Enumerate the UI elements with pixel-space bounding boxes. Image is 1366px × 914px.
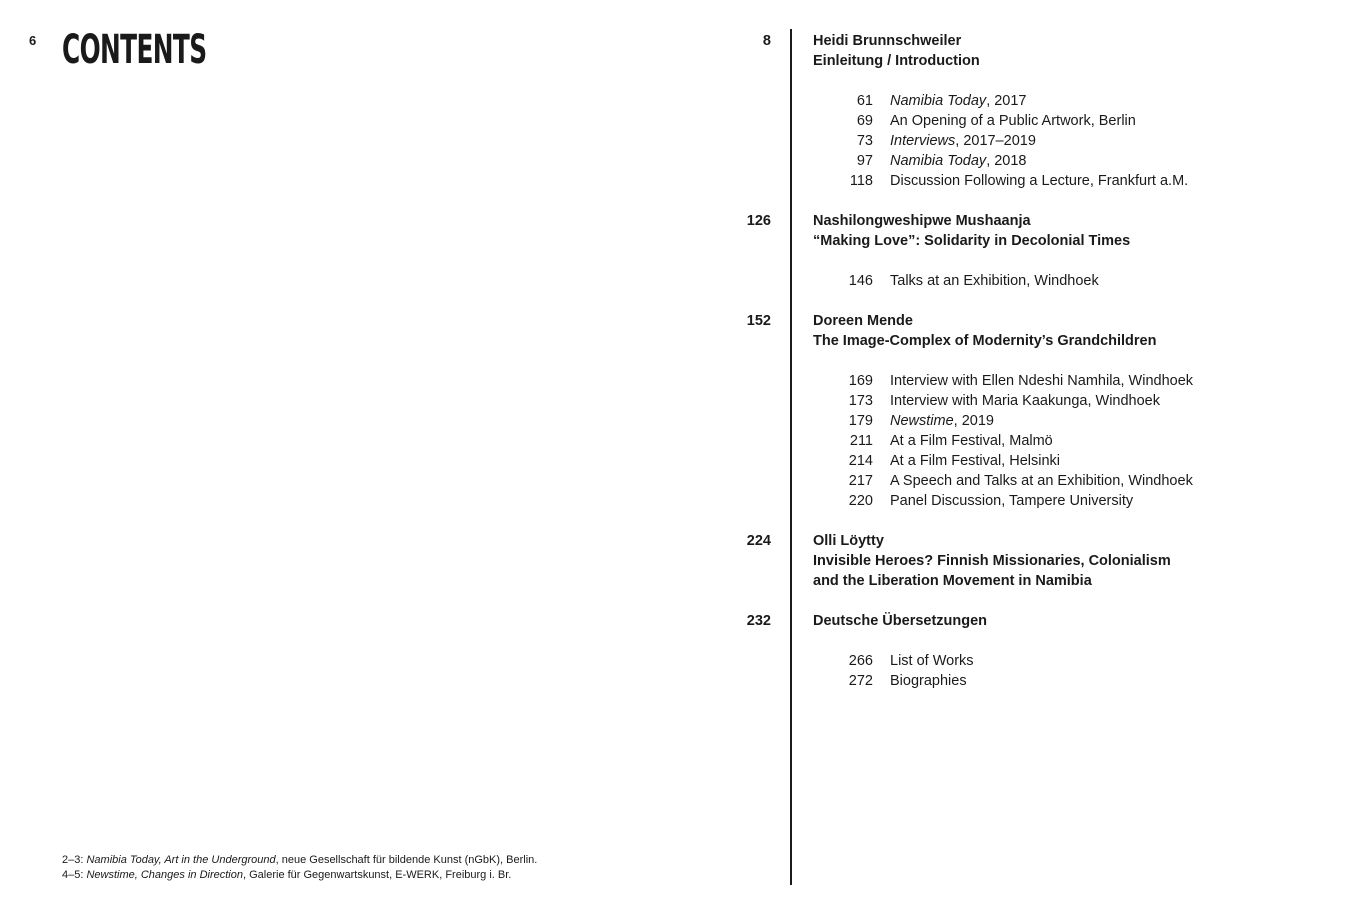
subitem-title: At a Film Festival, Malmö xyxy=(890,433,1053,449)
page-title: CONTENTS xyxy=(62,27,207,73)
section-title: The Image-Complex of Modernity’s Grandchildren xyxy=(813,333,1157,349)
section-title: Einleitung / Introduction xyxy=(813,53,980,69)
toc-subitem[interactable] xyxy=(0,271,1366,291)
subitem-page-number: 97 xyxy=(856,153,873,169)
subitem-title: Discussion Following a Lecture, Frankfurt a.M. xyxy=(890,173,1189,189)
toc-subitem[interactable] xyxy=(0,171,1366,191)
toc-subitems xyxy=(0,271,1366,291)
toc-subitem[interactable] xyxy=(0,131,1366,151)
toc-subitem[interactable] xyxy=(0,671,1366,691)
toc-subitem[interactable] xyxy=(0,471,1366,491)
toc-subitems xyxy=(0,651,1366,691)
subitem-title: A Speech and Talks at an Exhibition, Windhoek xyxy=(890,473,1193,489)
subitem-page-number: 169 xyxy=(848,373,873,389)
subitem-page-number: 146 xyxy=(848,273,873,289)
section-author: Heidi Brunnschweiler xyxy=(813,33,962,49)
subitem-title: List of Works xyxy=(890,653,974,669)
page-number: 6 xyxy=(29,33,37,48)
section-page-number: 224 xyxy=(746,533,771,549)
subitem-page-number: 211 xyxy=(849,433,873,449)
subitem-title: Newstime, 2019 xyxy=(890,413,994,429)
section-title: “Making Love”: Solidarity in Decolonial Times xyxy=(813,233,1131,249)
image-captions xyxy=(62,853,537,883)
toc-subitem[interactable] xyxy=(0,491,1366,511)
toc-subitem[interactable] xyxy=(0,451,1366,471)
toc-section-header[interactable] xyxy=(0,31,1366,71)
toc-subitems xyxy=(0,91,1366,191)
subitem-page-number: 272 xyxy=(848,673,873,689)
subitem-title: Namibia Today, 2017 xyxy=(890,93,1027,109)
subitem-title: An Opening of a Public Artwork, Berlin xyxy=(890,113,1136,129)
subitem-title: Interview with Maria Kaakunga, Windhoek xyxy=(890,393,1160,409)
subitem-page-number: 220 xyxy=(848,493,873,509)
subitem-title: Interviews, 2017–2019 xyxy=(890,133,1036,149)
toc-subitem[interactable] xyxy=(0,91,1366,111)
toc-subitem[interactable] xyxy=(0,411,1366,431)
subitem-page-number: 179 xyxy=(848,413,873,429)
section-title: and the Liberation Movement in Namibia xyxy=(813,573,1092,589)
section-author: Doreen Mende xyxy=(813,313,913,329)
section-author: Olli Löytty xyxy=(813,533,884,549)
subitem-page-number: 173 xyxy=(848,393,873,409)
caption-line: 4–5: Newstime, Changes in Direction, Galerie für Gegenwartskunst, E-WERK, Freiburg i. Br. xyxy=(62,869,512,881)
toc-subitems xyxy=(0,371,1366,511)
subitem-page-number: 69 xyxy=(856,113,873,129)
section-page-number: 8 xyxy=(762,33,771,49)
subitem-title: Panel Discussion, Tampere University xyxy=(890,493,1134,509)
toc-section xyxy=(0,531,1366,591)
section-page-number: 152 xyxy=(746,313,771,329)
toc-section-header[interactable] xyxy=(0,611,1366,631)
toc-section-header[interactable] xyxy=(0,311,1366,351)
toc-subitem[interactable] xyxy=(0,391,1366,411)
subitem-title: Biographies xyxy=(890,673,967,689)
subitem-title: Talks at an Exhibition, Windhoek xyxy=(890,273,1099,289)
section-page-number: 126 xyxy=(746,213,771,229)
caption-line: 2–3: Namibia Today, Art in the Underground, neue Gesellschaft für bildende Kunst (nGbK), Berlin. xyxy=(62,854,538,866)
subitem-title: Interview with Ellen Ndeshi Namhila, Windhoek xyxy=(890,373,1194,389)
subitem-page-number: 73 xyxy=(856,133,873,149)
toc-subitem[interactable] xyxy=(0,111,1366,131)
section-page-number: 232 xyxy=(746,613,771,629)
toc-subitem[interactable] xyxy=(0,651,1366,671)
toc-section xyxy=(0,31,1366,191)
section-author: Nashilongweshipwe Mushaanja xyxy=(813,213,1031,229)
toc-section xyxy=(0,211,1366,291)
table-of-contents xyxy=(0,31,1366,711)
toc-subitem[interactable] xyxy=(0,151,1366,171)
section-title: Invisible Heroes? Finnish Missionaries, Colonialism xyxy=(813,553,1171,569)
subitem-page-number: 118 xyxy=(849,173,873,189)
subitem-page-number: 217 xyxy=(848,473,873,489)
section-title: Deutsche Übersetzungen xyxy=(813,613,988,629)
toc-section xyxy=(0,611,1366,691)
subitem-page-number: 266 xyxy=(848,653,873,669)
toc-section-header[interactable] xyxy=(0,531,1366,591)
toc-subitem[interactable] xyxy=(0,431,1366,451)
subitem-title: At a Film Festival, Helsinki xyxy=(890,453,1061,469)
subitem-page-number: 61 xyxy=(856,93,873,109)
toc-section-header[interactable] xyxy=(0,211,1366,251)
subitem-title: Namibia Today, 2018 xyxy=(890,153,1027,169)
toc-section xyxy=(0,311,1366,511)
toc-subitem[interactable] xyxy=(0,371,1366,391)
subitem-page-number: 214 xyxy=(848,453,873,469)
